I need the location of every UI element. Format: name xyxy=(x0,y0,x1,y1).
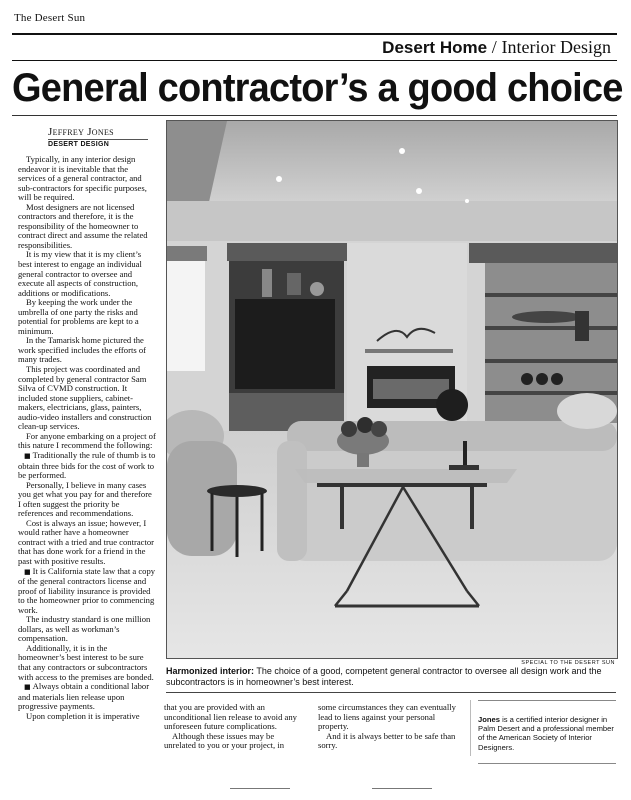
bio-text: is a certified interior designer in Palm Desert and a professional member of the American Society of Interior Designers. xyxy=(478,715,614,752)
top-rule xyxy=(12,33,617,35)
byline-author: Jeffrey Jones xyxy=(48,126,114,138)
paragraph: some circumstances they can eventually lead to liens against your personal property. xyxy=(318,702,456,732)
paragraph: And it is always better to be safe than sorry. xyxy=(318,730,456,751)
photo-illustration xyxy=(167,121,617,658)
bullet-text: Traditionally the rule of thumb is to obtain three bids for the cost of work to be performed. xyxy=(18,449,156,481)
section-header xyxy=(382,37,611,58)
paragraph: Typically, in any interior design endeavor it is inevitable that the services of a general contractor, and sub-contractors for specific purposes, will be required. xyxy=(18,154,147,203)
byline-dept: DESERT DESIGN xyxy=(48,139,148,148)
bio-name: Jones xyxy=(478,715,500,724)
paragraph: It is my view that it is my client’s best interest to engage an individual general contractor to oversee and execute all aspects of construction, additions or modifications. xyxy=(18,249,142,298)
section-secondary: Interior Design xyxy=(501,37,611,57)
photo-caption xyxy=(166,666,618,688)
paragraph: For anyone embarking on a project of this nature I recommend the following: xyxy=(18,430,156,451)
bullet-paragraph xyxy=(18,451,156,481)
bullet-text: Always obtain a conditional labor and materials lien release upon progressive payments. xyxy=(18,681,150,712)
paragraph: Personally, I believe in many cases you get what you pay for and therefore I often suggest the priority be references and recommendations. xyxy=(18,479,152,519)
bullet-text: It is California state law that a copy of the general contractors license and proof of liability insurance is provided to the homeowner prior to commencing work. xyxy=(18,565,156,615)
section-separator: / xyxy=(491,37,497,57)
bullet-square-icon: ■ xyxy=(24,567,31,576)
article-column-2 xyxy=(164,703,302,751)
section-rule xyxy=(12,60,617,61)
paragraph: Upon completion it is imperative xyxy=(26,710,140,721)
section-primary: Desert Home xyxy=(382,38,488,57)
paragraph: The industry standard is one million dollars, as well as workman’s compensation. xyxy=(18,614,151,644)
paragraph: Although these issues may be unrelated to you or your project, in xyxy=(164,730,285,751)
paragraph: that you are provided with an unconditional lien release to avoid any unforeseen future complications. xyxy=(164,702,297,732)
caption-rule xyxy=(166,692,616,693)
paragraph: By keeping the work under the umbrella of one party the risks and potential for problems are kept to a minimum. xyxy=(18,297,139,336)
bullet-square-icon: ■ xyxy=(24,451,31,460)
author-bio xyxy=(478,703,616,752)
byline xyxy=(48,126,148,148)
paragraph: Additionally, it is in the homeowner’s best interest to be sure that any contractors or subcontractors with access to the premises are bonded. xyxy=(18,642,154,682)
column-divider xyxy=(470,700,471,756)
bio-rule-bottom xyxy=(478,763,616,764)
headline-rule xyxy=(12,115,617,116)
article-column-1 xyxy=(18,155,156,721)
living-room-photo xyxy=(166,120,618,659)
bullet-paragraph xyxy=(18,567,156,616)
paragraph: Cost is always an issue; however, I would rather have a homeowner contract with a tried and true contractor that has done work for a friend in the past with positive results. xyxy=(18,517,155,566)
photo-credit: SPECIAL TO THE DESERT SUN xyxy=(521,660,615,666)
paragraph: Most designers are not licensed contractors and therefore, it is the responsibility of the homeowner to contract direct and assume the related responsibilities. xyxy=(18,201,148,250)
article-column-3 xyxy=(318,703,460,751)
bio-rule-top xyxy=(478,700,616,701)
caption-lead: Harmonized interior: xyxy=(166,666,255,676)
bullet-paragraph xyxy=(18,682,156,712)
end-rule xyxy=(230,788,290,789)
paragraph: In the Tamarisk home pictured the work specified includes the efforts of many trades. xyxy=(18,335,146,365)
bullet-square-icon: ■ xyxy=(24,683,31,692)
masthead: The Desert Sun xyxy=(14,12,86,24)
paragraph: This project was coordinated and completed by general contractor Sam Silva of CVMD construction. It included stone suppliers, cabinet-makers, electricians, glass, painters, audio-video installers and construction clean-up services. xyxy=(18,364,152,432)
headline: General contractor’s a good choice xyxy=(12,66,623,111)
caption-text: The choice of a good, competent general contractor to oversee all design work and the subcontractors is in homeowner’s best interest. xyxy=(166,666,602,687)
end-rule xyxy=(372,788,432,789)
